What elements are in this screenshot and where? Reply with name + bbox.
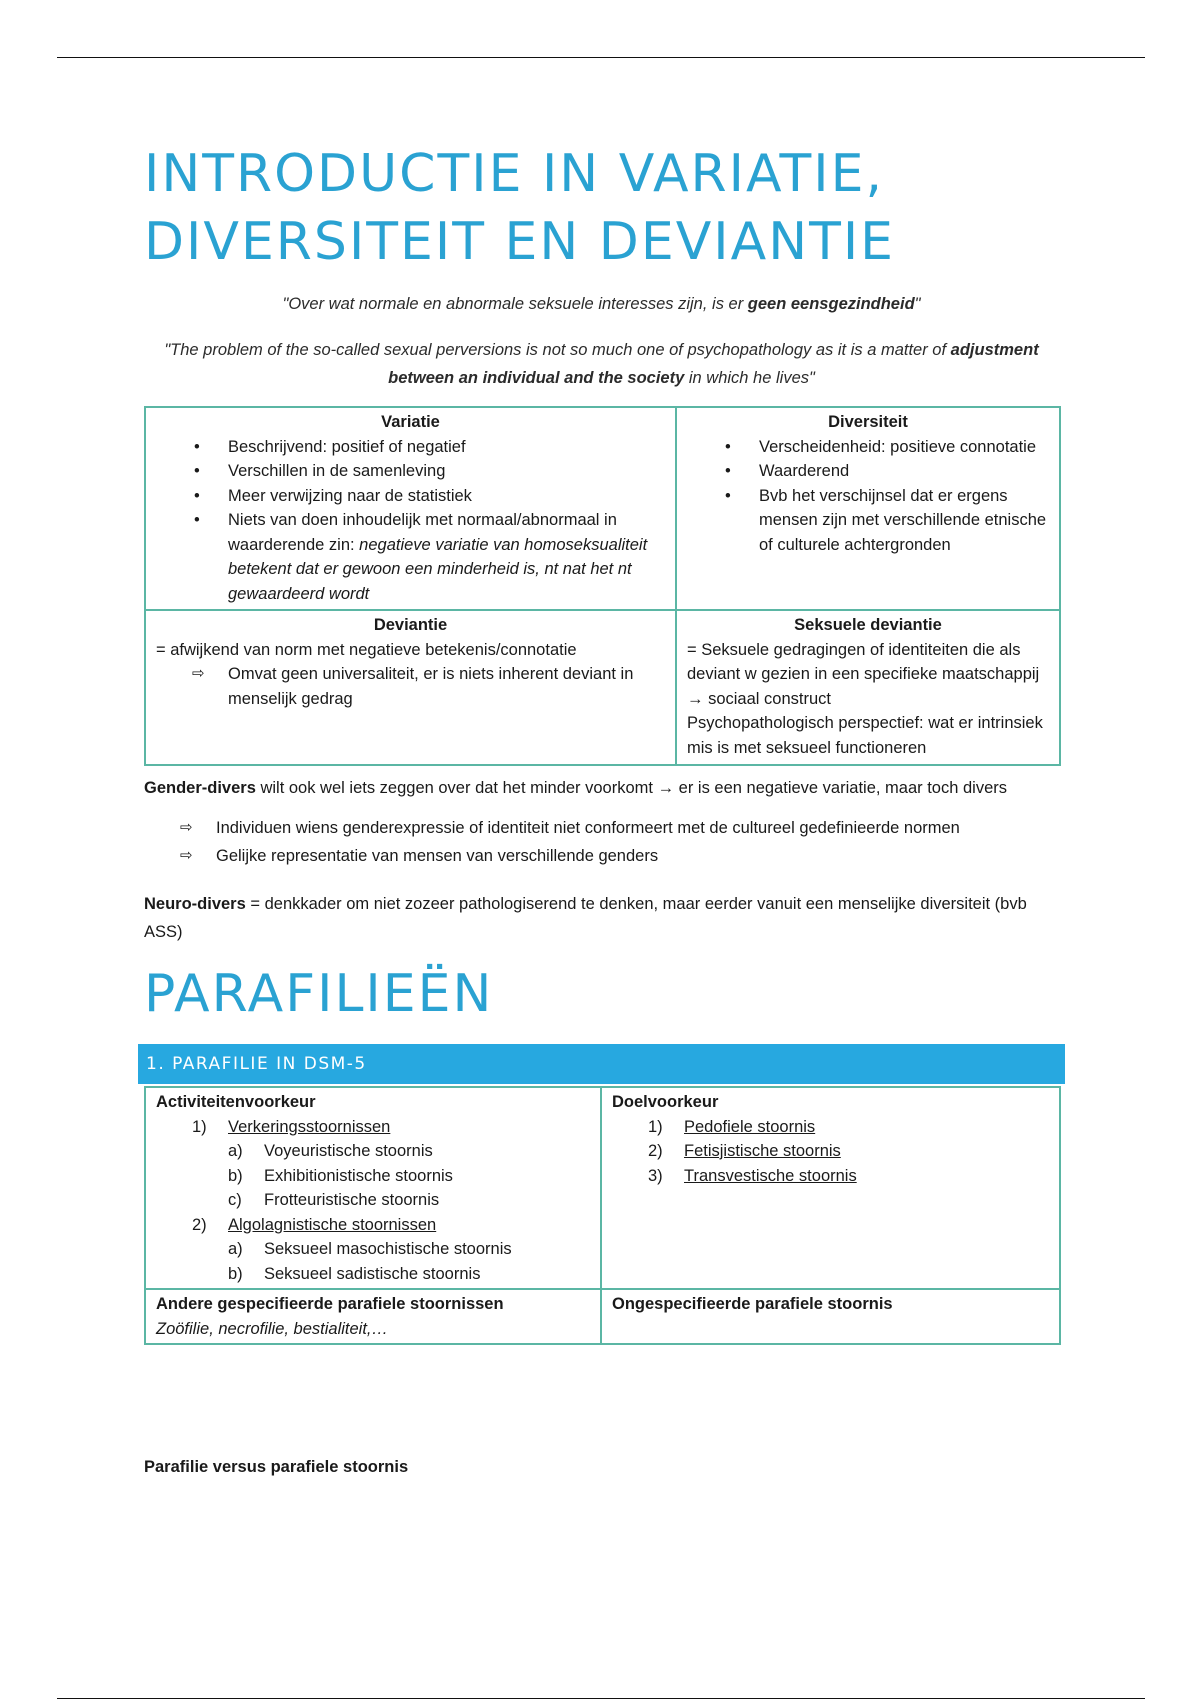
gender-paragraph: [144, 774, 1059, 802]
seksuele-deviantie-perspective: Psychopathologisch perspectief: wat er intrinsiek mis is met seksueel functioneren: [687, 714, 1043, 757]
andere-examples: Zoöfilie, necrofilie, bestialiteit,…: [156, 1319, 389, 1338]
list-marker: c): [228, 1191, 242, 1209]
ongespecifieerd-heading: Ongespecifieerde parafiele stoornis: [612, 1295, 893, 1313]
neuro-paragraph: [144, 890, 1059, 946]
variatie-list: [156, 435, 665, 607]
arrow-right-icon: →: [687, 689, 704, 708]
list-item: • Verschillen in de samenleving: [228, 459, 665, 484]
seksuele-deviantie-heading: Seksuele deviantie: [794, 616, 942, 634]
list-item: [612, 1115, 1049, 1140]
list-marker: 1): [648, 1117, 663, 1136]
seksuele-deviantie-text: = Seksuele gedragingen of identiteiten die als deviant w gezien in een specifieke maatschappij: [687, 640, 1040, 683]
sub-list: [228, 1237, 590, 1286]
activiteiten-cell: [145, 1087, 601, 1289]
deviantie-cell: [145, 610, 676, 765]
sub-label: Exhibitionistische stoornis: [264, 1166, 453, 1185]
top-rule: [57, 57, 1145, 58]
andere-heading: Andere gespecifieerde parafiele stoornissen: [156, 1295, 504, 1313]
list-item: ⇨ Gelijke representatie van mensen van verschillende genders: [216, 842, 1059, 870]
quote-2-bold: adjustment between an individual and the society: [388, 341, 1039, 387]
andere-text: [156, 1317, 590, 1342]
list-marker: 1): [192, 1117, 207, 1136]
list-item: [228, 1188, 590, 1213]
seksuele-deviantie-cell: [676, 610, 1060, 765]
seksuele-deviantie-definition: [687, 638, 1049, 712]
group-label: Verkeringsstoornissen: [228, 1117, 391, 1136]
seksuele-deviantie-text-end: sociaal construct: [703, 689, 831, 708]
variatie-item4-text: Niets van doen inhoudelijk met normaal/abnormaal in waarderende zin:: [228, 511, 617, 554]
gender-list: [144, 814, 1059, 870]
list-item: • Beschrijvend: positief of negatief: [228, 435, 665, 460]
list-item: [228, 1164, 590, 1189]
title-line-1: INTRODUCTIE IN VARIATIE,: [144, 144, 885, 204]
list-marker: a): [228, 1142, 243, 1160]
variatie-heading: Variatie: [381, 413, 440, 431]
list-item: [228, 1262, 590, 1287]
list-item: [612, 1164, 1049, 1189]
variatie-item4-italic: negatieve variatie van homoseksualiteit betekent dat er gewoon een minderheid is, nt nat het nt gewaardeerd wordt: [228, 535, 648, 603]
variatie-cell: [145, 407, 676, 610]
gender-term: Gender-divers: [144, 779, 256, 797]
diversiteit-list: [687, 435, 1049, 558]
list-item: [228, 508, 665, 606]
sub-label: Frotteuristische stoornis: [264, 1191, 440, 1209]
sub-label: Seksueel masochistische stoornis: [264, 1240, 512, 1258]
list-item: [612, 1139, 1049, 1164]
deviantie-arrow-list: [156, 662, 665, 711]
bottom-rule: [57, 1698, 1145, 1699]
doel-heading: Doelvoorkeur: [612, 1093, 719, 1111]
quote-2-end: in which he lives": [684, 369, 815, 387]
quote-1-bold: geen eensgezindheid: [747, 295, 915, 313]
quote-1-end: ": [914, 295, 921, 313]
list-item: • Meer verwijzing naar de statistiek: [228, 484, 665, 509]
quote-1: [144, 290, 1059, 318]
doel-label: Fetisjistische stoornis: [684, 1142, 841, 1160]
section-title: PARAFILIEËN: [144, 964, 494, 1024]
list-marker: b): [228, 1166, 243, 1185]
andere-cell: [145, 1289, 601, 1344]
gender-text-end: er is een negatieve variatie, maar toch divers: [674, 779, 1007, 797]
list-item: • Waarderend: [759, 459, 1049, 484]
quote-2: [144, 336, 1059, 392]
list-marker: 2): [648, 1142, 663, 1160]
sub-label: Voyeuristische stoornis: [264, 1142, 433, 1160]
list-marker: 2): [192, 1215, 207, 1234]
list-item: [156, 1213, 590, 1287]
diversiteit-heading: Diversiteit: [828, 413, 908, 431]
list-marker: 3): [648, 1166, 663, 1185]
diversiteit-cell: [676, 407, 1060, 610]
sub-list: [228, 1139, 590, 1213]
page-content: [144, 140, 1059, 1481]
page-title: [144, 140, 1059, 276]
deviantie-heading: Deviantie: [373, 616, 448, 634]
neuro-term: Neuro-divers: [144, 895, 246, 913]
activiteiten-heading: Activiteitenvoorkeur: [156, 1093, 316, 1111]
list-item: • Bvb het verschijnsel dat er ergens mensen zijn met verschillende etnische of culturele achtergronden: [759, 484, 1049, 558]
list-item: ⇨ Omvat geen universaliteit, er is niets inherent deviant in menselijk gedrag: [228, 662, 665, 711]
arrow-right-icon: →: [657, 779, 675, 797]
deviantie-definition: = afwijkend van norm met negatieve betekenis/connotatie: [156, 640, 577, 659]
quote-1-text: "Over wat normale en abnormale seksuele interesses zijn, is er: [282, 295, 748, 313]
quote-2-text: "The problem of the so-called sexual perversions is not so much one of psychopathology as it is a matter of: [164, 341, 951, 359]
list-marker: a): [228, 1240, 243, 1258]
dsm-table: [144, 1086, 1061, 1345]
concepts-table: [144, 406, 1061, 766]
list-item: [228, 1237, 590, 1262]
section-banner: 1. PARAFILIE IN DSM-5: [138, 1044, 1065, 1084]
list-item: [228, 1139, 590, 1164]
subsection-heading: Parafilie versus parafiele stoornis: [144, 1458, 409, 1476]
doel-label: Transvestische stoornis: [684, 1166, 857, 1185]
list-item: [156, 1115, 590, 1213]
group-label: Algolagnistische stoornissen: [228, 1215, 437, 1234]
gender-text: wilt ook wel iets zeggen over dat het minder voorkomt: [255, 779, 658, 797]
sub-label: Seksueel sadistische stoornis: [264, 1264, 481, 1283]
list-marker: b): [228, 1264, 243, 1283]
doel-list: [612, 1115, 1049, 1189]
neuro-text: = denkkader om niet zozeer pathologiserend te denken, maar eerder vanuit een menselijke diversiteit (bvb ASS): [144, 895, 1027, 941]
ongespecifieerd-cell: [601, 1289, 1060, 1344]
title-line-2: DIVERSITEIT EN DEVIANTIE: [144, 212, 896, 272]
doel-cell: [601, 1087, 1060, 1289]
list-item: • Verscheidenheid: positieve connotatie: [759, 435, 1049, 460]
activiteiten-list: [156, 1115, 590, 1287]
doel-label: Pedofiele stoornis: [684, 1117, 816, 1136]
list-item: ⇨ Individuen wiens genderexpressie of identiteit niet conformeert met de cultureel gedefinieerde normen: [216, 814, 1059, 842]
